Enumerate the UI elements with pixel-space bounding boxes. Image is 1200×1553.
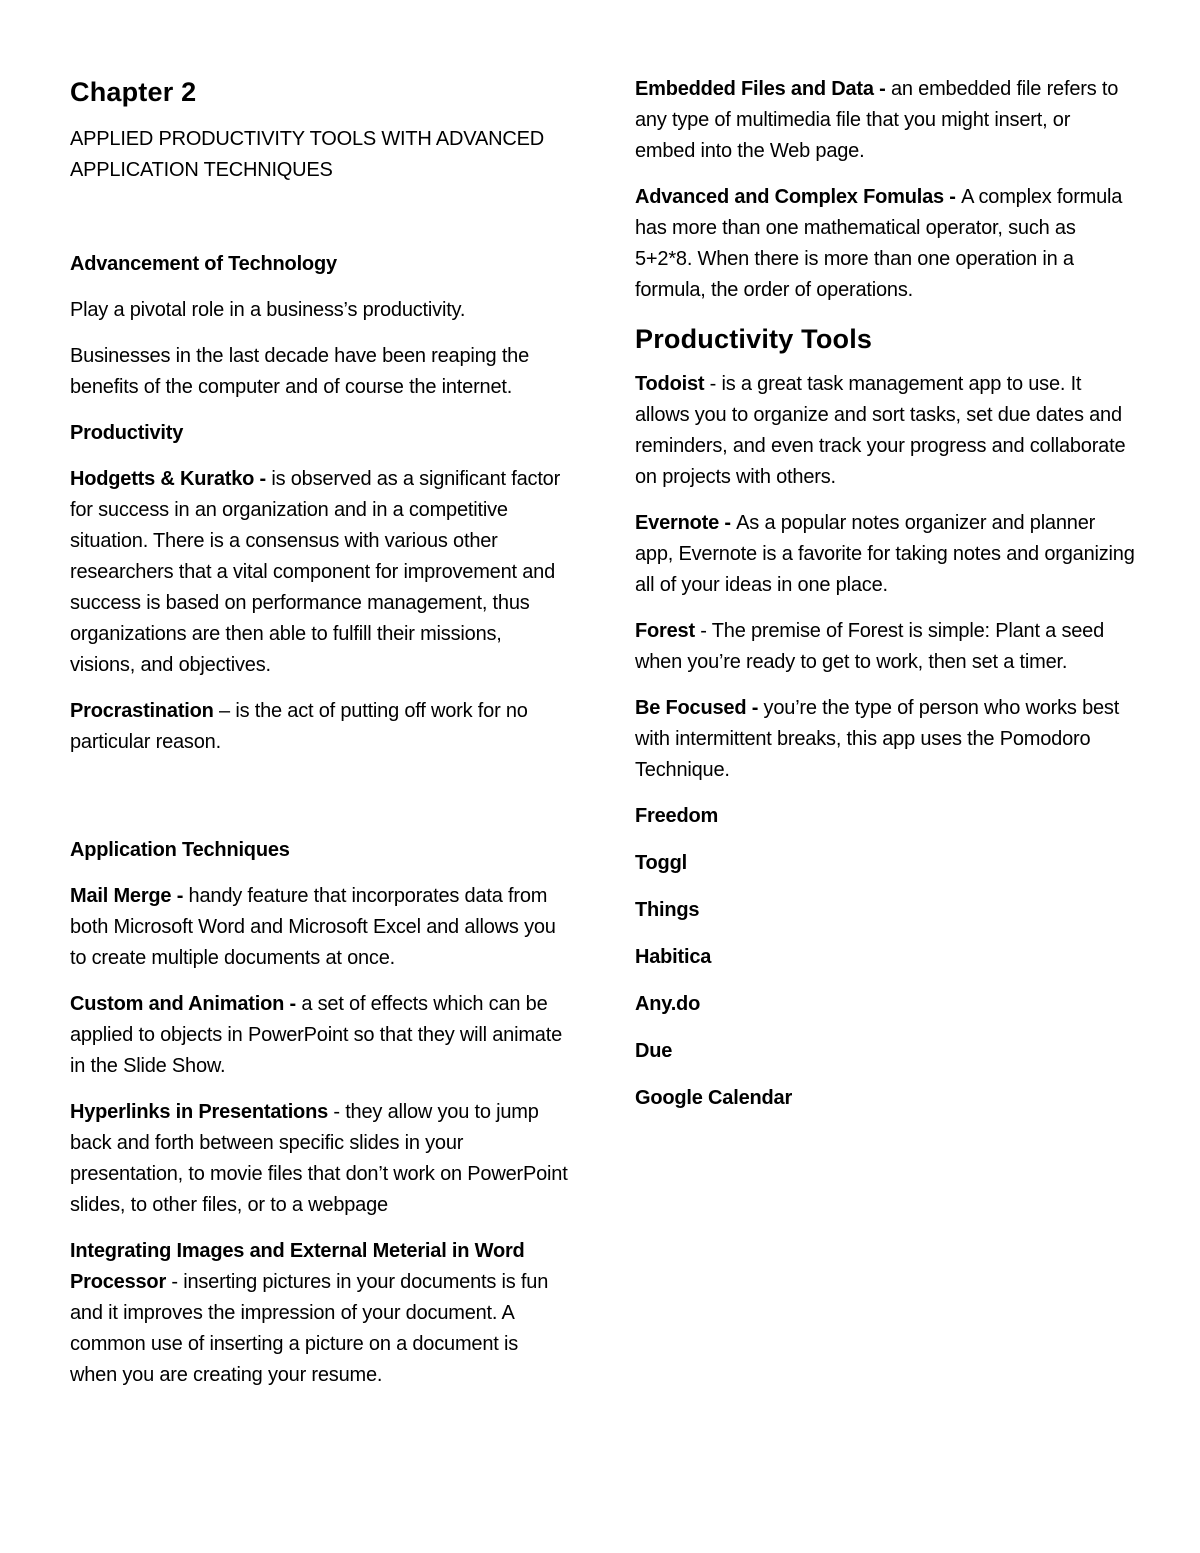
embedded-text: an embedded file refers to any type of multimedia file that you might insert, or embed into the Web page. (635, 78, 1119, 162)
tool-item: Freedom (635, 805, 719, 827)
hyperlinks-term: Hyperlinks in Presentations (70, 1101, 329, 1123)
advancement-paragraph-2: Businesses in the last decade have been reaping the benefits of the computer and of course the internet. (70, 345, 530, 398)
embedded-term: Embedded Files and Data - (635, 78, 891, 100)
tool-item: Habitica (635, 946, 712, 968)
todoist-term: Todoist (635, 373, 705, 395)
advancement-paragraph-1: Play a pivotal role in a business’s productivity. (70, 299, 466, 321)
hyperlinks-paragraph (70, 1097, 570, 1221)
custom-animation-term: Custom and Animation - (70, 993, 302, 1015)
application-heading: Application Techniques (70, 839, 290, 861)
todoist-text: - is a great task management app to use. It allows you to organize and sort tasks, set due dates and reminders, and even track your progress and collaborate on projects with others. (635, 373, 1126, 488)
procrastination-paragraph (70, 696, 570, 758)
procrastination-text: – is the act of putting off work for no particular reason. (70, 700, 528, 753)
left-column (70, 74, 570, 1406)
hodgetts-text: is observed as a significant factor for success in an organization and in a competitive situation. There is a consensus with various other researchers that a vital component for improvement and success is based on performance management, thus organizations are then able to fulfill their missions, visions, and objectives. (70, 468, 561, 676)
hodgetts-paragraph (70, 464, 570, 681)
forest-term: Forest (635, 620, 695, 642)
befocused-paragraph (635, 693, 1135, 786)
spacer (70, 773, 570, 835)
tool-item: Any.do (635, 993, 701, 1015)
chapter-title: Chapter 2 (70, 77, 197, 107)
todoist-paragraph (635, 369, 1135, 493)
evernote-term: Evernote - (635, 512, 737, 534)
tool-item: Google Calendar (635, 1087, 793, 1109)
forest-paragraph (635, 616, 1135, 678)
hodgetts-term: Hodgetts & Kuratko - (70, 468, 272, 490)
formulas-term: Advanced and Complex Fomulas - (635, 186, 962, 208)
befocused-term: Be Focused - (635, 697, 764, 719)
advancement-heading: Advancement of Technology (70, 253, 337, 275)
spacer (70, 202, 570, 249)
mail-merge-text: handy feature that incorporates data from both Microsoft Word and Microsoft Excel and allows you to create multiple documents at once. (70, 885, 556, 969)
integrating-term: Integrating Images and External Meterial in Word Processor (70, 1240, 525, 1293)
procrastination-term: Procrastination (70, 700, 214, 722)
tool-item: Things (635, 899, 700, 921)
embedded-paragraph (635, 74, 1135, 167)
mail-merge-term: Mail Merge - (70, 885, 189, 907)
productivity-tools-heading: Productivity Tools (635, 324, 873, 354)
chapter-subtitle: APPLIED PRODUCTIVITY TOOLS WITH ADVANCED APPLICATION TECHNIQUES (70, 128, 544, 181)
befocused-text: you’re the type of person who works best with intermittent breaks, this app uses the Pomodoro Technique. (635, 697, 1120, 781)
integrating-text: - inserting pictures in your documents is fun and it improves the impression of your document. A common use of inserting a picture on a document is when you are creating your resume. (70, 1271, 549, 1386)
evernote-paragraph (635, 508, 1135, 601)
productivity-heading: Productivity (70, 422, 184, 444)
right-column (635, 74, 1135, 1130)
tool-item: Due (635, 1040, 673, 1062)
mail-merge-paragraph (70, 881, 570, 974)
hyperlinks-text: - they allow you to jump back and forth between specific slides in your presentation, to movie files that don’t work on PowerPoint slides, to other files, or to a webpage (70, 1101, 568, 1216)
integrating-paragraph (70, 1236, 570, 1391)
custom-animation-text: a set of effects which can be applied to objects in PowerPoint so that they will animate in the Slide Show. (70, 993, 563, 1077)
formulas-text: A complex formula has more than one mathematical operator, such as 5+2*8. When there is more than one operation in a formula, the order of operations. (635, 186, 1123, 301)
tool-item: Toggl (635, 852, 687, 874)
custom-animation-paragraph (70, 989, 570, 1082)
evernote-text: As a popular notes organizer and planner app, Evernote is a favorite for taking notes and organizing all of your ideas in one place. (635, 512, 1135, 596)
forest-text: - The premise of Forest is simple: Plant a seed when you’re ready to get to work, then set a timer. (635, 620, 1105, 673)
formulas-paragraph (635, 182, 1135, 306)
